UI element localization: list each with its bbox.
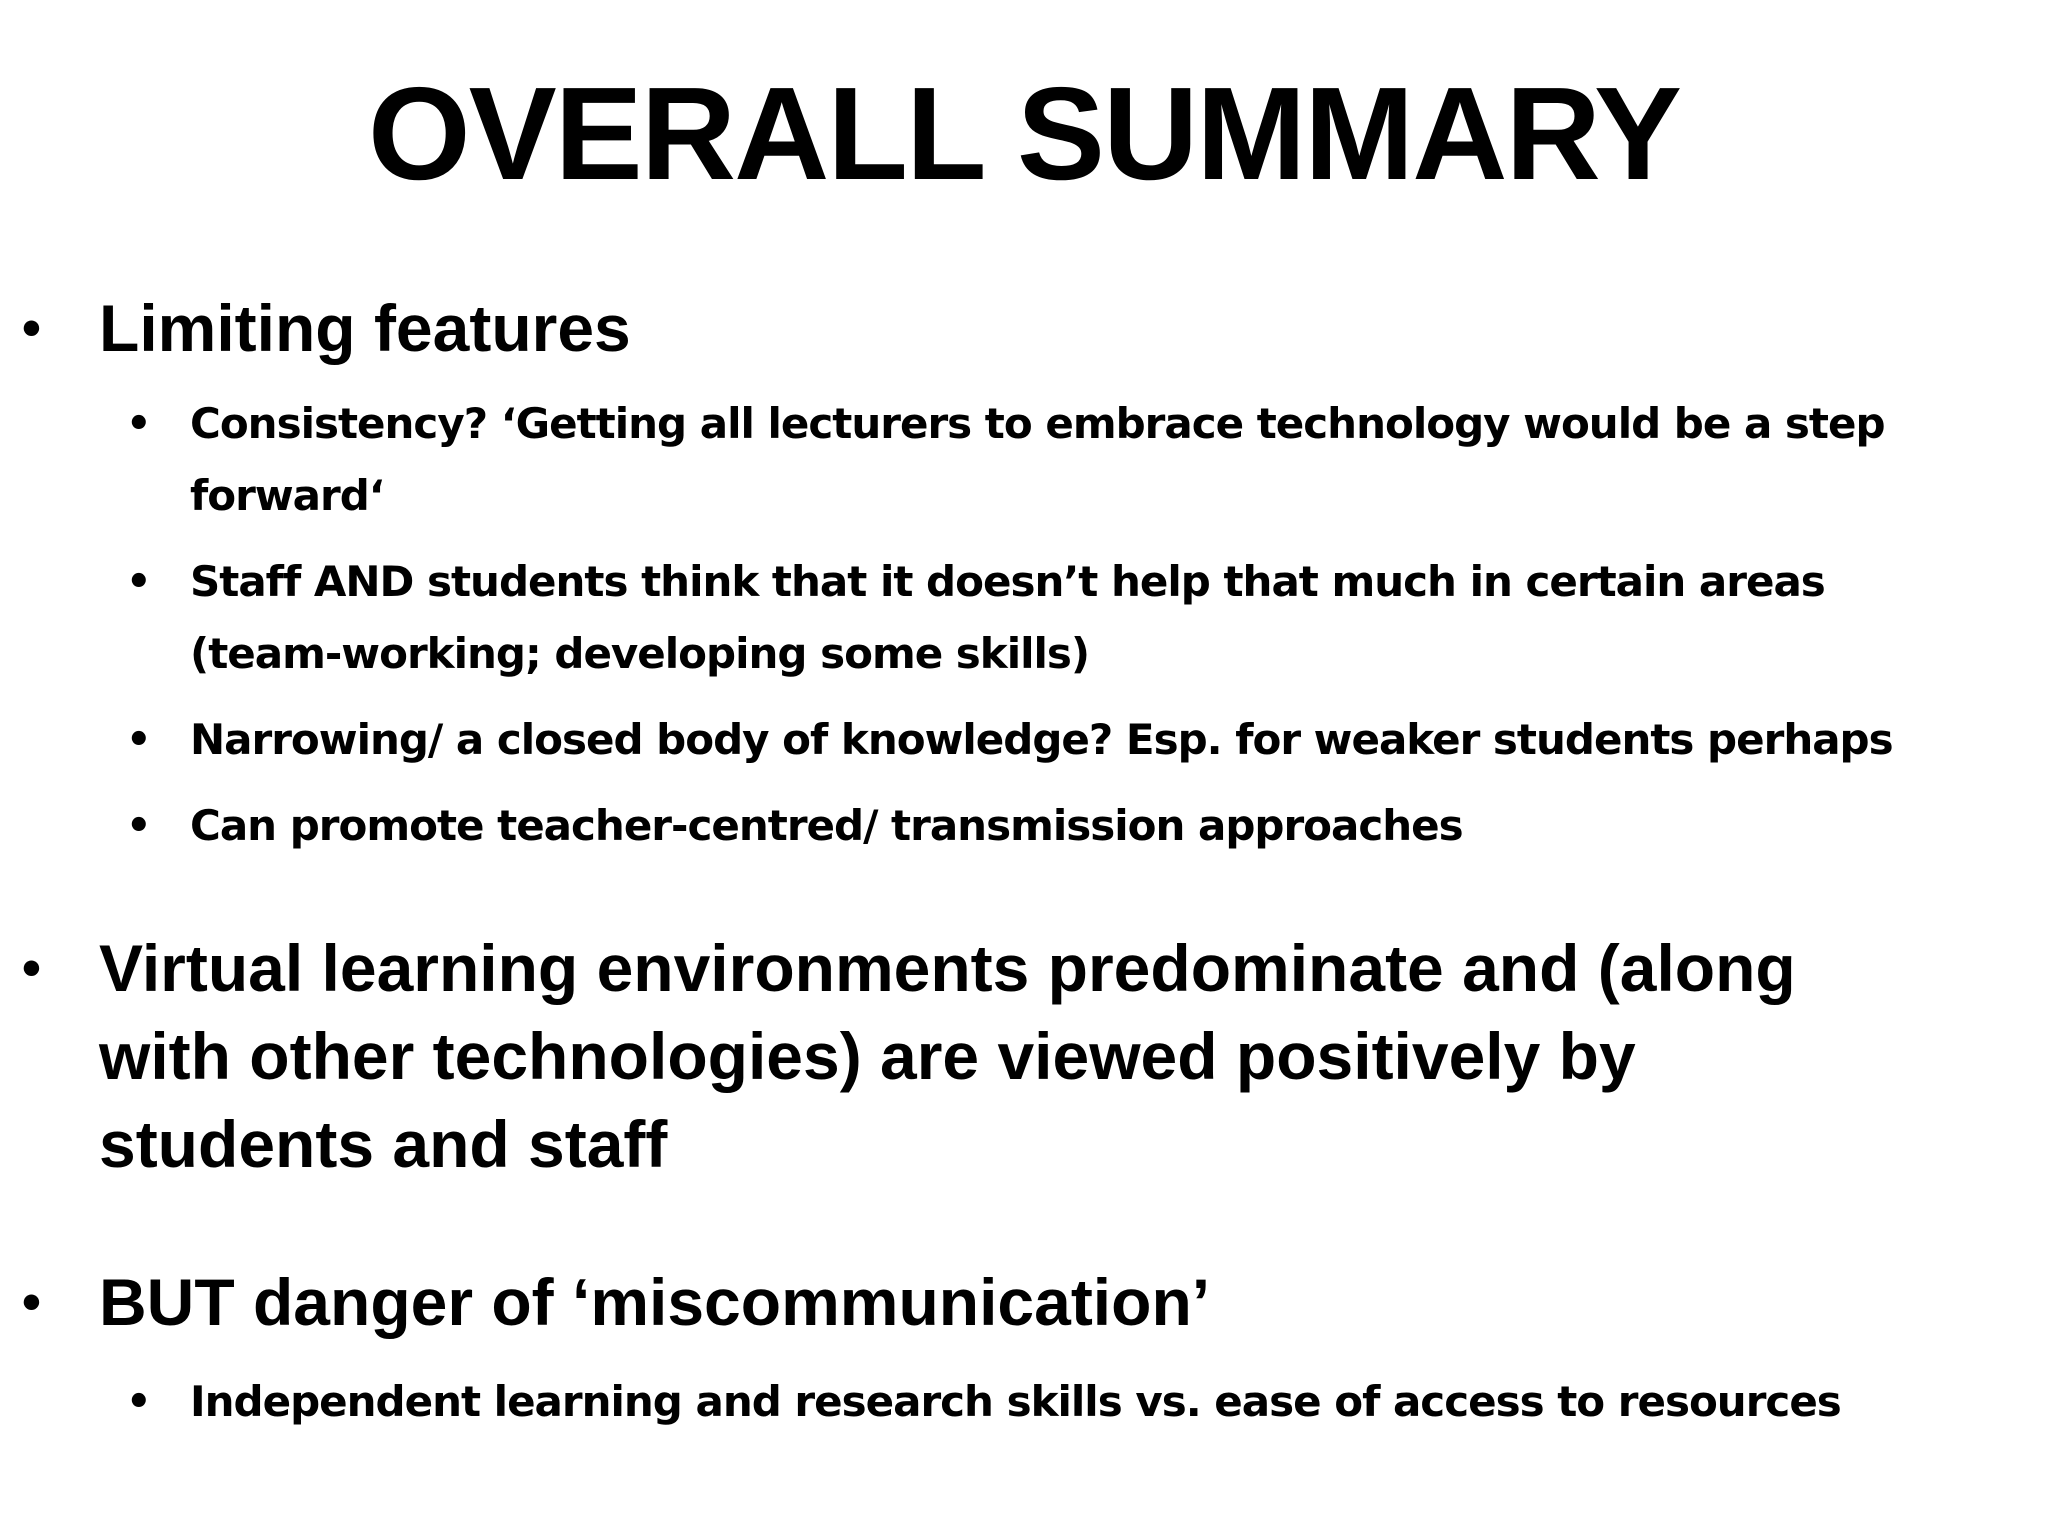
sub-bullet-marker: • [126,803,151,849]
bullet-text: Virtual learning environments predominate and (along with other technologies) are viewed positively by students and staff [99,931,1796,1181]
bullet-marker: • [22,938,41,998]
sub-bullet-marker: • [126,717,151,763]
sub-bullet-marker: • [126,401,151,447]
sub-bullet-text: Consistency? ‘Getting all lecturers to embrace technology would be a step forward‘ [190,399,1885,520]
sub-bullet-text: Narrowing/ a closed body of knowledge? Esp. for weaker students perhaps [190,715,1893,764]
bullet-text: BUT danger of ‘miscommunication’ [99,1265,1211,1339]
sub-bullet-text: Can promote teacher-centred/ transmission approaches [190,801,1463,850]
sub-bullet-marker: • [126,1379,151,1425]
sub-bullet-text: Staff AND students think that it doesn’t help that much in certain areas (team-working; developing some skills) [190,557,1825,678]
bullet-text: Limiting features [99,291,631,365]
bullet-marker: • [22,298,41,358]
sub-bullet-marker: • [126,559,151,605]
slide-title: OVERALL SUMMARY [367,60,1681,207]
bullet-marker: • [22,1272,41,1332]
sub-bullet-text: Independent learning and research skills vs. ease of access to resources [190,1377,1841,1426]
